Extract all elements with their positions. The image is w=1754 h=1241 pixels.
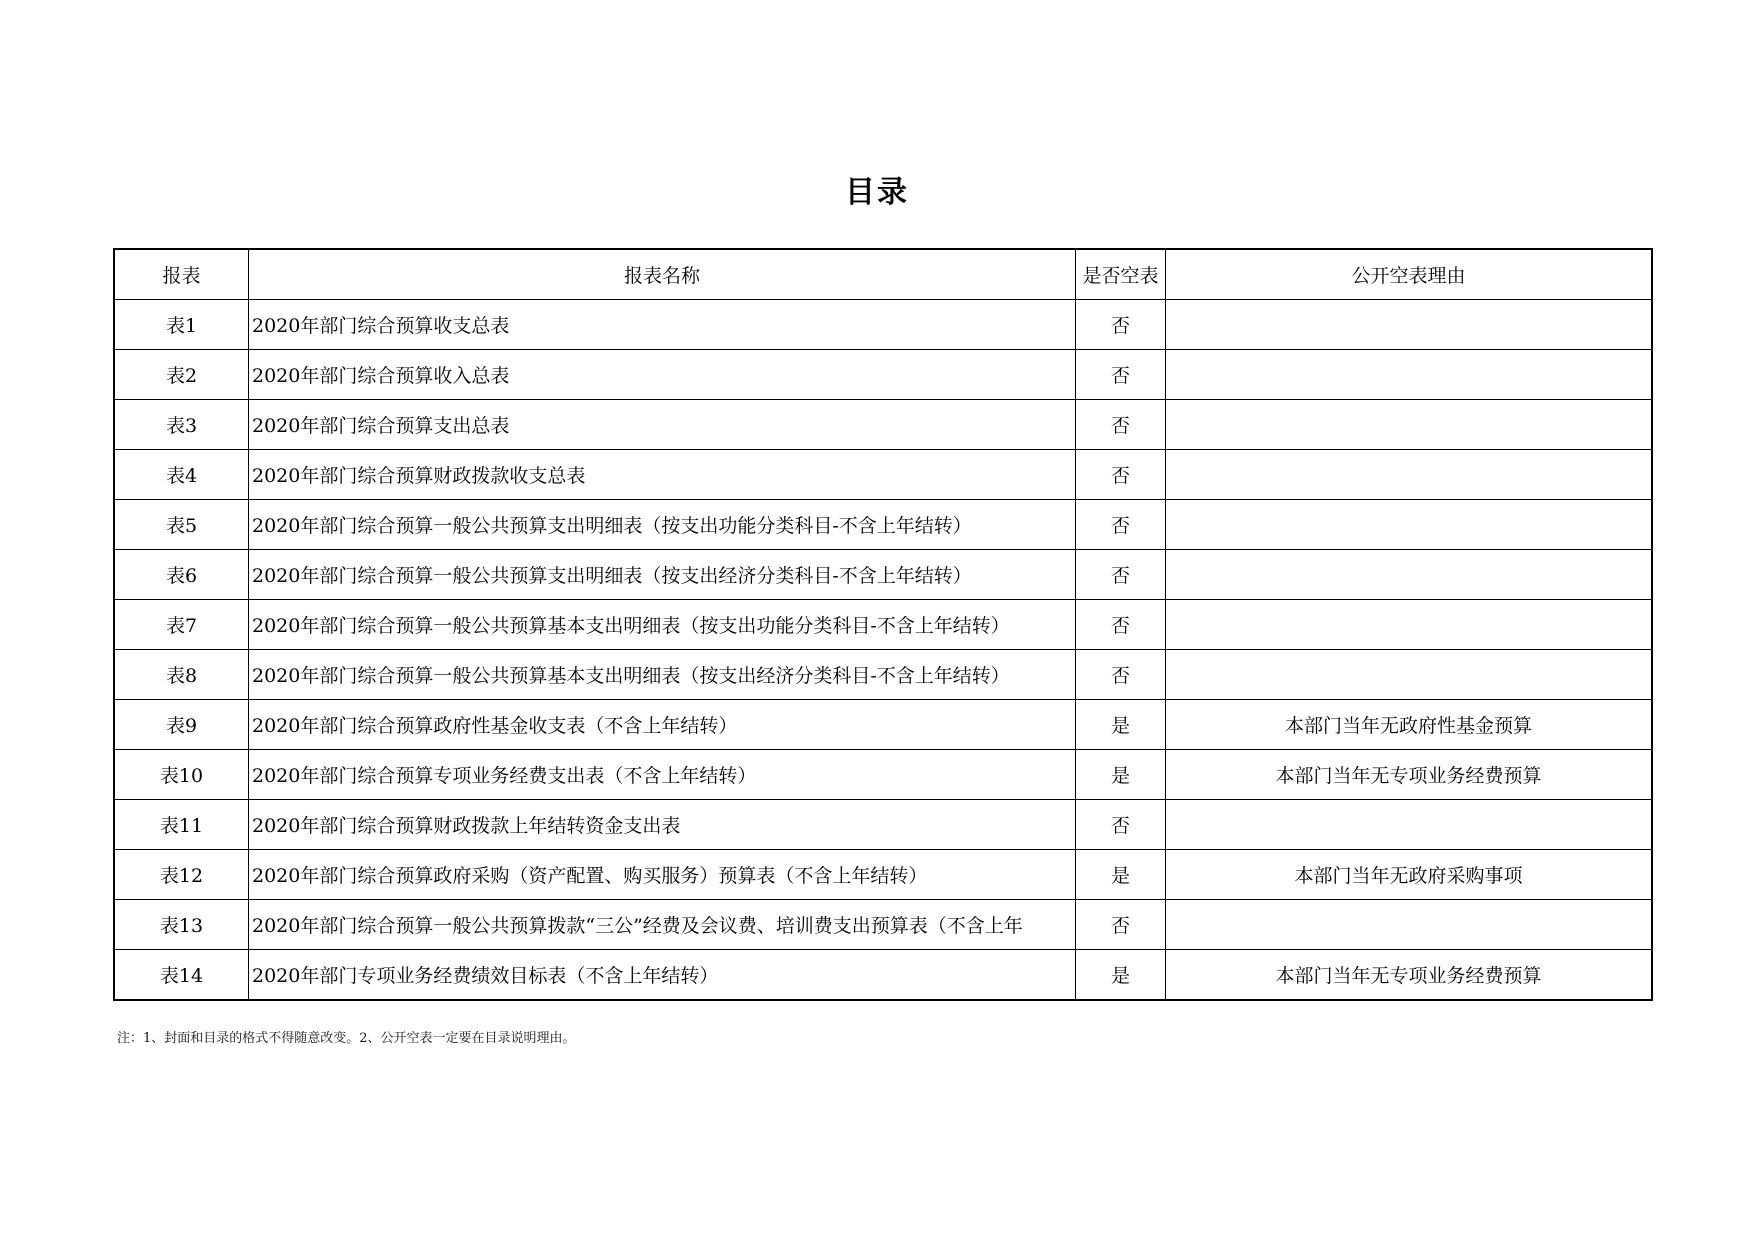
row-reason: 本部门当年无政府采购事项: [1166, 850, 1653, 900]
row-is-empty: 是: [1076, 700, 1166, 750]
row-name: 2020年部门综合预算一般公共预算支出明细表（按支出功能分类科目-不含上年结转）: [249, 500, 1076, 550]
row-name: 2020年部门专项业务经费绩效目标表（不含上年结转）: [249, 950, 1076, 1001]
row-is-empty: 否: [1076, 650, 1166, 700]
row-name: 2020年部门综合预算财政拨款收支总表: [249, 450, 1076, 500]
header-code: 报表: [114, 249, 249, 300]
row-code: 表11: [114, 800, 249, 850]
table-row: [114, 500, 1652, 550]
table-header-row: [114, 249, 1652, 300]
row-is-empty: 是: [1076, 850, 1166, 900]
toc-table: [113, 248, 1653, 1001]
footnote: 注：1、封面和目录的格式不得随意改变。2、公开空表一定要在目录说明理由。: [117, 1031, 576, 1046]
row-reason: 本部门当年无专项业务经费预算: [1166, 750, 1653, 800]
table-row: [114, 600, 1652, 650]
page-title: 目录: [845, 175, 909, 210]
row-reason: 本部门当年无政府性基金预算: [1166, 700, 1653, 750]
row-is-empty: 否: [1076, 600, 1166, 650]
row-reason: [1166, 650, 1653, 700]
row-name: 2020年部门综合预算专项业务经费支出表（不含上年结转）: [249, 750, 1076, 800]
row-code: 表3: [114, 400, 249, 450]
header-reason: 公开空表理由: [1166, 249, 1653, 300]
row-code: 表9: [114, 700, 249, 750]
row-code: 表12: [114, 850, 249, 900]
row-name: 2020年部门综合预算一般公共预算基本支出明细表（按支出经济分类科目-不含上年结转）: [249, 650, 1076, 700]
row-code: 表10: [114, 750, 249, 800]
table-row: [114, 900, 1652, 950]
row-is-empty: 否: [1076, 900, 1166, 950]
row-reason: [1166, 350, 1653, 400]
row-is-empty: 否: [1076, 300, 1166, 350]
row-name: 2020年部门综合预算政府性基金收支表（不含上年结转）: [249, 700, 1076, 750]
row-reason: [1166, 500, 1653, 550]
row-is-empty: 否: [1076, 350, 1166, 400]
row-is-empty: 否: [1076, 400, 1166, 450]
row-is-empty: 否: [1076, 450, 1166, 500]
row-name: 2020年部门综合预算一般公共预算拨款“三公”经费及会议费、培训费支出预算表（不含上年: [249, 900, 1076, 950]
table-row: [114, 400, 1652, 450]
row-is-empty: 否: [1076, 550, 1166, 600]
table-row: [114, 650, 1652, 700]
row-reason: [1166, 600, 1653, 650]
table-row: [114, 450, 1652, 500]
row-name: 2020年部门综合预算政府采购（资产配置、购买服务）预算表（不含上年结转）: [249, 850, 1076, 900]
table-row: [114, 950, 1652, 1001]
row-reason: [1166, 800, 1653, 850]
row-code: 表2: [114, 350, 249, 400]
table-row: [114, 850, 1652, 900]
table-row: [114, 350, 1652, 400]
row-code: 表6: [114, 550, 249, 600]
row-name: 2020年部门综合预算一般公共预算支出明细表（按支出经济分类科目-不含上年结转）: [249, 550, 1076, 600]
row-code: 表5: [114, 500, 249, 550]
table-row: [114, 800, 1652, 850]
row-name: 2020年部门综合预算一般公共预算基本支出明细表（按支出功能分类科目-不含上年结转）: [249, 600, 1076, 650]
row-reason: [1166, 300, 1653, 350]
table-row: [114, 700, 1652, 750]
table-row: [114, 300, 1652, 350]
row-name: 2020年部门综合预算支出总表: [249, 400, 1076, 450]
row-code: 表1: [114, 300, 249, 350]
row-reason: 本部门当年无专项业务经费预算: [1166, 950, 1653, 1001]
row-name: 2020年部门综合预算收支总表: [249, 300, 1076, 350]
row-code: 表13: [114, 900, 249, 950]
header-is-empty: 是否空表: [1076, 249, 1166, 300]
row-reason: [1166, 900, 1653, 950]
table-row: [114, 750, 1652, 800]
row-reason: [1166, 550, 1653, 600]
row-is-empty: 是: [1076, 750, 1166, 800]
row-code: 表7: [114, 600, 249, 650]
row-name: 2020年部门综合预算收入总表: [249, 350, 1076, 400]
row-code: 表8: [114, 650, 249, 700]
header-name: 报表名称: [249, 249, 1076, 300]
row-is-empty: 否: [1076, 800, 1166, 850]
row-reason: [1166, 450, 1653, 500]
row-code: 表4: [114, 450, 249, 500]
row-is-empty: 否: [1076, 500, 1166, 550]
row-reason: [1166, 400, 1653, 450]
row-name: 2020年部门综合预算财政拨款上年结转资金支出表: [249, 800, 1076, 850]
row-is-empty: 是: [1076, 950, 1166, 1001]
row-code: 表14: [114, 950, 249, 1001]
table-row: [114, 550, 1652, 600]
